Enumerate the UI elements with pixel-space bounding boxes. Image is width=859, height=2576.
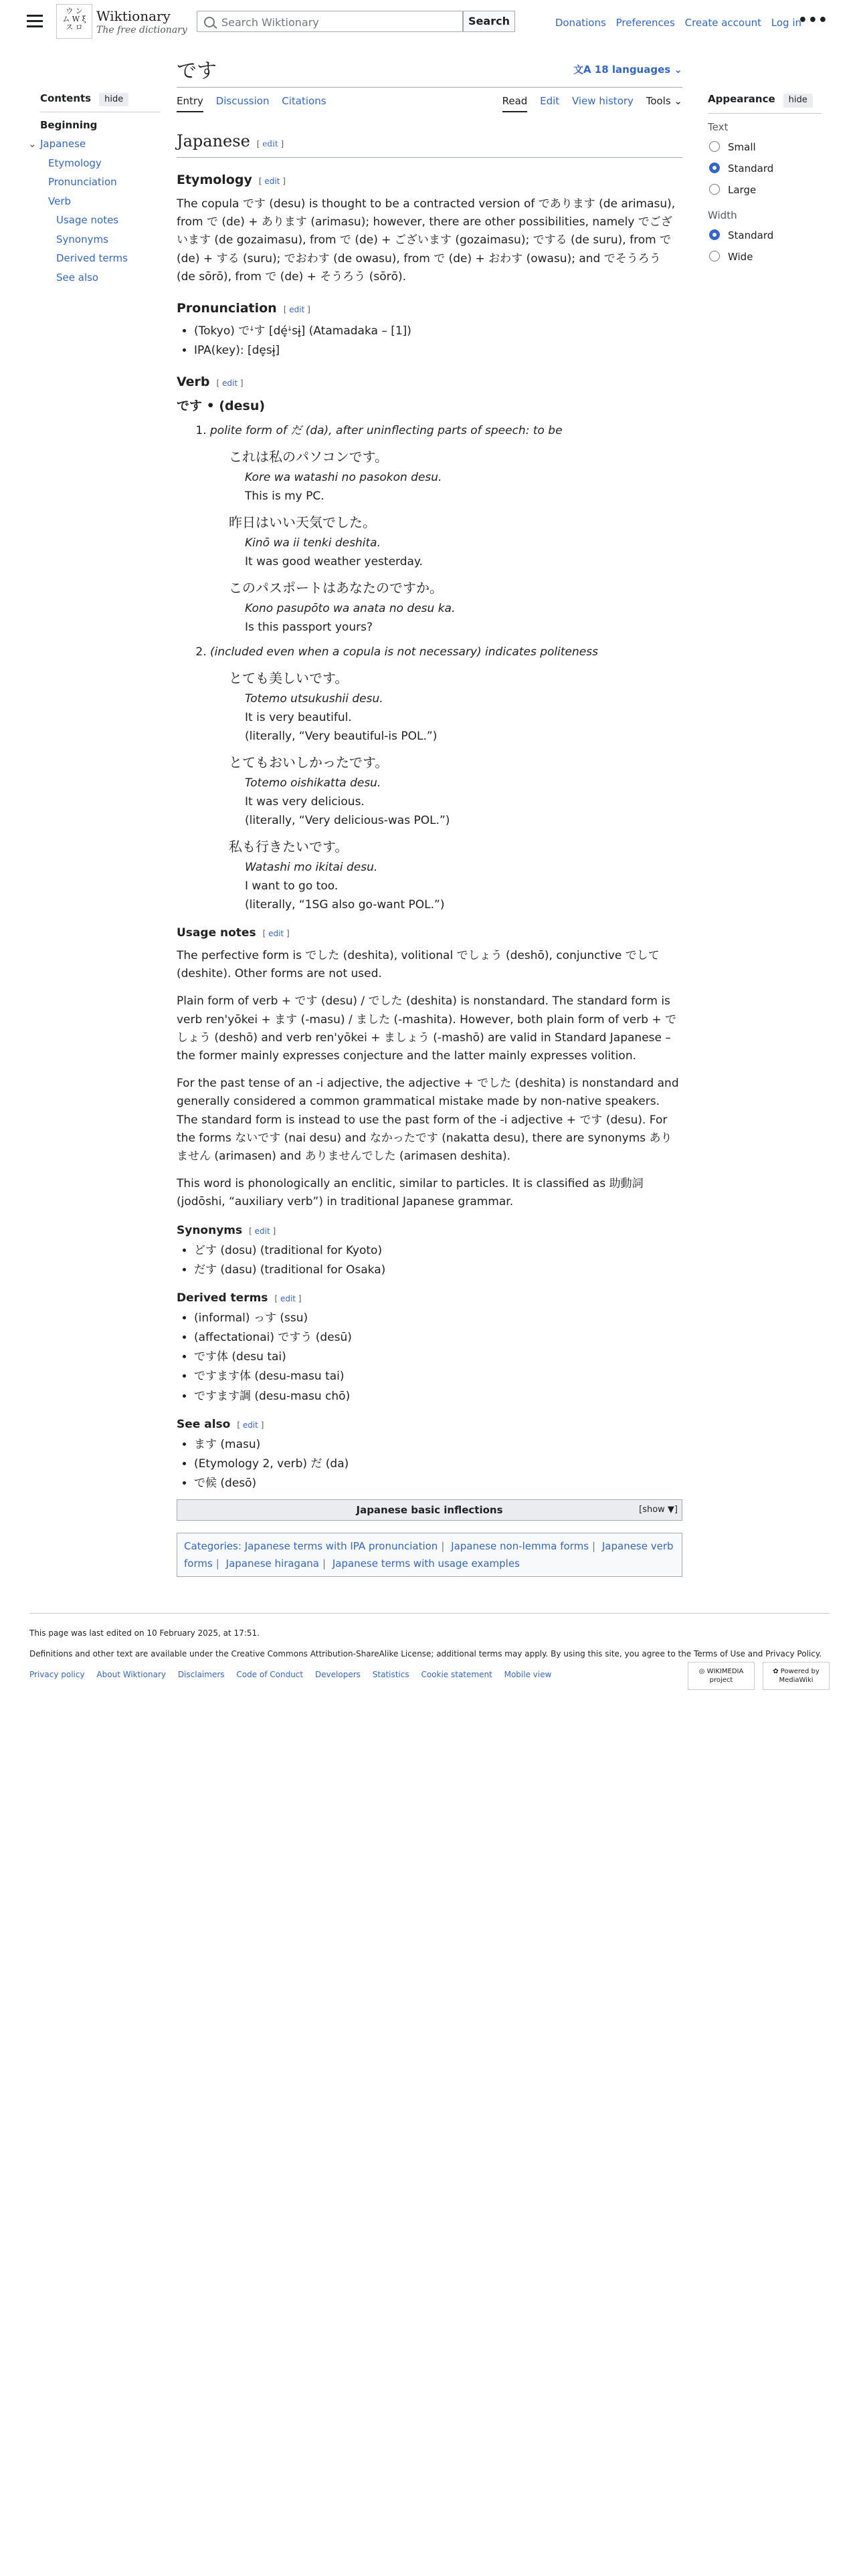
wikimedia-badge-label: WIKIMEDIA project bbox=[706, 1668, 744, 1684]
example-japanese: このパスポートはあなたのですか。 bbox=[229, 579, 443, 596]
tab-discussion[interactable]: Discussion bbox=[215, 95, 270, 107]
text-size-large[interactable] bbox=[708, 181, 822, 199]
main-menu-icon[interactable] bbox=[25, 12, 44, 31]
footer-link[interactable]: Code of Conduct bbox=[236, 1670, 304, 1680]
example-literal: (literally, “Very beautiful-is POL.”) bbox=[245, 730, 438, 744]
donations-link[interactable]: Donations bbox=[555, 17, 606, 29]
text-size-standard[interactable] bbox=[708, 159, 822, 178]
list-item: • (informal) っす (ssu) bbox=[194, 1309, 682, 1327]
toc-item-pronunciation[interactable] bbox=[48, 175, 161, 190]
toc-item-etymology[interactable] bbox=[48, 156, 161, 171]
edit-link[interactable]: [ edit ] bbox=[274, 1293, 302, 1303]
wiktionary-logo-icon[interactable]: ウ ン ム W ξ ス ロ bbox=[56, 4, 92, 39]
pronunciation-ipa: • IPA(key): [de̞sɨ̥] bbox=[194, 342, 682, 360]
example-translation: It is very beautiful. bbox=[245, 711, 352, 725]
text-size-large-label: Large bbox=[728, 183, 757, 196]
tab-entry[interactable]: Entry bbox=[177, 95, 203, 112]
list-item: • ですます体 (desu-masu tai) bbox=[194, 1368, 682, 1386]
tab-citations[interactable]: Citations bbox=[282, 95, 326, 107]
toc-item-derived-terms-label[interactable]: Derived terms bbox=[56, 252, 128, 264]
log-in-link[interactable]: Log in bbox=[771, 17, 801, 29]
verb-heading-text: Verb bbox=[177, 374, 210, 390]
usage-note-4: This word is phonologically an enclitic, similar to particles. It is classified as 助動詞 (jodōshi, “auxiliary verb”) in traditional Japanese grammar. bbox=[177, 1177, 644, 1209]
text-size-small-label: Small bbox=[728, 140, 756, 153]
category-link[interactable]: Japanese terms with IPA pronunciation bbox=[244, 1540, 438, 1553]
footer-link[interactable]: Developers bbox=[314, 1670, 361, 1680]
tab-edit[interactable]: Edit bbox=[540, 95, 560, 107]
languages-label[interactable]: 18 languages bbox=[594, 64, 671, 76]
usage-example bbox=[229, 667, 682, 746]
toc-title: Contents bbox=[40, 92, 92, 104]
edit-link[interactable]: [ edit ] bbox=[256, 139, 284, 148]
usage-example bbox=[229, 835, 682, 914]
width-wide-label: Wide bbox=[728, 250, 753, 263]
search-icon bbox=[204, 17, 215, 27]
example-romaji: Kono pasupōto wa anata no desu ka. bbox=[245, 601, 456, 615]
toc-item-verb[interactable] bbox=[48, 194, 161, 209]
appearance-divider bbox=[708, 113, 822, 114]
edit-link-label[interactable]: edit bbox=[289, 304, 305, 314]
tools-menu[interactable]: Tools ⌄ bbox=[646, 95, 682, 107]
radio-selected-icon[interactable] bbox=[709, 229, 720, 240]
footer-link[interactable]: Mobile view bbox=[504, 1670, 552, 1680]
example-japanese: 昨日はいい天気でした。 bbox=[229, 514, 376, 530]
appearance-header bbox=[708, 91, 822, 108]
etymology-heading-text: Etymology bbox=[177, 173, 252, 187]
usage-example bbox=[229, 511, 682, 571]
category-link[interactable]: Japanese hiragana bbox=[225, 1558, 319, 1570]
edit-link[interactable]: [ edit ] bbox=[249, 1226, 276, 1236]
example-japanese: 私も行きたいです。 bbox=[229, 839, 349, 855]
example-romaji: Totemo utsukushii desu. bbox=[245, 692, 383, 706]
search-button[interactable]: Search bbox=[463, 11, 515, 32]
definition-2 bbox=[210, 643, 682, 914]
edit-link-label[interactable]: edit bbox=[280, 1293, 296, 1303]
footer-link[interactable]: Privacy policy bbox=[29, 1670, 85, 1680]
tab-view-history[interactable]: View history bbox=[571, 95, 634, 107]
see-also-list bbox=[177, 1436, 682, 1493]
language-heading-text: Japanese bbox=[177, 132, 250, 150]
chevron-down-icon[interactable]: ⌄ bbox=[28, 138, 37, 150]
edit-link[interactable]: [ edit ] bbox=[258, 177, 286, 186]
page-tabs bbox=[177, 87, 682, 112]
page-footer bbox=[29, 1613, 830, 1682]
synonyms-list bbox=[177, 1242, 682, 1279]
site-name[interactable]: Wiktionary bbox=[96, 8, 171, 24]
toc-item-etymology-label[interactable]: Etymology bbox=[48, 156, 102, 169]
category-link[interactable]: Japanese verb forms bbox=[184, 1540, 674, 1570]
derived-terms-list bbox=[177, 1309, 682, 1406]
footer-link[interactable]: Cookie statement bbox=[421, 1670, 492, 1680]
usage-notes-heading bbox=[177, 924, 682, 943]
edit-link-label[interactable]: edit bbox=[262, 139, 278, 148]
search-box bbox=[197, 11, 463, 32]
more-options-icon[interactable]: ••• bbox=[797, 12, 828, 29]
example-literal: (literally, “1SG also go-want POL.”) bbox=[245, 898, 445, 912]
toc-item-verb-label[interactable]: Verb bbox=[48, 195, 72, 207]
toc-item-beginning[interactable]: Beginning bbox=[40, 118, 98, 131]
toc-item-synonyms-label[interactable]: Synonyms bbox=[56, 233, 108, 245]
navbox-title: Japanese basic inflections bbox=[356, 1504, 503, 1517]
appearance-hide-button[interactable]: hide bbox=[783, 94, 813, 108]
etymology-text: The copula です (desu) is thought to be a contracted version of であります (de arimasu), from で (de) + あります (arimasu); however, there are other possibilities, namely でございます (de gozaimasu), from で (de) + ございます (gozaimasu); でする (de suru), from で (de) + する (suru); でおわす (de owasu), from で (de) + おわす (owasu); and でそうろう (de sōrō), from で (de) + そうろう (sōrō). bbox=[177, 197, 676, 284]
width-wide[interactable] bbox=[708, 247, 822, 266]
personal-tools bbox=[549, 15, 801, 31]
radio-icon[interactable] bbox=[709, 184, 720, 195]
edit-link-label[interactable]: edit bbox=[254, 1226, 270, 1236]
see-also-heading bbox=[177, 1415, 682, 1434]
text-size-small[interactable] bbox=[708, 138, 822, 156]
text-size-standard-label: Standard bbox=[728, 162, 774, 175]
edit-link-label[interactable]: edit bbox=[242, 1420, 258, 1430]
toc-item-usage-notes-label[interactable]: Usage notes bbox=[56, 214, 119, 226]
category-link[interactable]: Japanese terms with usage examples bbox=[332, 1558, 520, 1570]
definition-2-text: (included even when a copula is not necessary) indicates politeness bbox=[210, 645, 598, 659]
toc-item-pronunciation-label[interactable]: Pronunciation bbox=[48, 176, 117, 188]
usage-note-2: Plain form of verb + です (desu) / でした (deshita) is nonstandard. The standard form is verb ren'yōkei + ます (-masu) / ました (-mashita). However, both plain form of verb + でしょう (deshō) and verb ren'yōkei + ましょう (-mashō) are valid in Standard Japanese – the former mainly expresses conjecture and the latter mainly expresses volition. bbox=[177, 994, 677, 1063]
toc-item-see-also-label[interactable]: See also bbox=[56, 271, 99, 284]
footer-link[interactable]: About Wiktionary bbox=[96, 1670, 166, 1680]
toc-header bbox=[40, 91, 161, 106]
categories-link[interactable]: Categories: bbox=[184, 1540, 242, 1553]
preferences-link[interactable]: Preferences bbox=[615, 17, 675, 29]
toc-item-synonyms[interactable] bbox=[56, 232, 161, 247]
example-japanese: これは私のパソコンです。 bbox=[229, 448, 388, 465]
example-japanese: とてもおいしかったです。 bbox=[229, 754, 389, 771]
appearance-panel bbox=[708, 91, 822, 269]
edit-link[interactable]: [ edit ] bbox=[237, 1420, 264, 1430]
example-romaji: Kinō wa ii tenki deshita. bbox=[245, 536, 381, 550]
example-romaji: Kore wa watashi no pasokon desu. bbox=[245, 470, 442, 484]
tools-label[interactable]: Tools bbox=[646, 95, 671, 107]
example-translation: This is my PC. bbox=[245, 489, 324, 503]
list-item: • だす (dasu) (traditional for Osaka) bbox=[194, 1261, 682, 1279]
list-item: • ですます調 (desu-masu chō) bbox=[194, 1388, 682, 1406]
table-of-contents bbox=[28, 91, 161, 289]
footer-link[interactable]: Disclaimers bbox=[177, 1670, 225, 1680]
site-header bbox=[0, 0, 859, 43]
license-text: Definitions and other text are available under the Creative Commons Attribution-ShareAlike License; additional terms may apply. By using this site, you agree to the Terms of Use and Privacy Policy. bbox=[29, 1649, 822, 1659]
edit-link[interactable]: [ edit ] bbox=[216, 379, 244, 389]
tab-read[interactable]: Read bbox=[502, 95, 528, 112]
example-romaji: Totemo oishikatta desu. bbox=[245, 776, 381, 790]
language-heading bbox=[177, 128, 682, 158]
usage-note-1: The perfective form is でした (deshita), volitional でしょう (deshō), conjunctive でして (deshite). Other forms are not used. bbox=[177, 949, 660, 981]
pronunciation-tokyo: • (Tokyo) でꜜす [dé̞ꜜsɨ̥] (Atamadaka – [1]) bbox=[194, 322, 682, 340]
page-title: です bbox=[177, 60, 217, 83]
list-item: • (Etymology 2, verb) だ (da) bbox=[194, 1455, 682, 1473]
definitions-list bbox=[177, 422, 682, 914]
toc-item-usage-notes[interactable] bbox=[56, 213, 161, 228]
see-also-heading-text: See also bbox=[177, 1417, 231, 1431]
derived-terms-heading bbox=[177, 1289, 682, 1308]
synonyms-heading-text: Synonyms bbox=[177, 1223, 243, 1237]
title-bar bbox=[177, 56, 682, 87]
mediawiki-logo-icon: ✿ bbox=[773, 1668, 781, 1675]
radio-icon[interactable] bbox=[709, 251, 720, 261]
definition-1 bbox=[210, 422, 682, 637]
pronunciation-list bbox=[177, 322, 682, 360]
site-tagline: The free dictionary bbox=[96, 25, 187, 35]
toc-item-japanese-label[interactable]: Japanese bbox=[40, 138, 86, 150]
headword-line: です • (desu) bbox=[177, 399, 266, 414]
edit-link-label[interactable]: edit bbox=[222, 379, 238, 389]
usage-note-3: For the past tense of an -i adjective, the adjective + でした (deshita) is nonstandard and generally considered a common grammatical mistake made by non-native speakers. The standard form is instead to use the past form of the -i adjective + です (desu). For the forms ないです (nai desu) and なかったです (nakatta desu), there are synonyms ありません (arimasen) and ありませんでした (arimasen deshita). bbox=[177, 1077, 679, 1163]
etymology-heading bbox=[177, 170, 682, 191]
footer-link[interactable]: Statistics bbox=[372, 1670, 409, 1680]
mediawiki-badge-label: Powered by MediaWiki bbox=[779, 1668, 820, 1684]
example-literal: (literally, “Very delicious-was POL.”) bbox=[245, 814, 450, 828]
width-label: Width bbox=[708, 209, 737, 221]
usage-example bbox=[229, 445, 682, 506]
verb-heading bbox=[177, 372, 682, 393]
main-content bbox=[177, 56, 682, 1577]
edit-link[interactable]: [ edit ] bbox=[283, 304, 310, 314]
list-item: • どす (dosu) (traditional for Kyoto) bbox=[194, 1242, 682, 1260]
appearance-title: Appearance bbox=[708, 93, 775, 105]
usage-example bbox=[229, 576, 682, 637]
wikimedia-badge[interactable] bbox=[688, 1662, 755, 1690]
text-size-label: Text bbox=[708, 120, 729, 133]
example-translation: I want to go too. bbox=[245, 879, 339, 893]
create-account-link[interactable]: Create account bbox=[684, 17, 761, 29]
example-japanese: とても美しいです。 bbox=[229, 670, 349, 687]
list-item: • で候 (desō) bbox=[194, 1475, 682, 1493]
toc-item-see-also[interactable] bbox=[56, 270, 161, 286]
synonyms-heading bbox=[177, 1221, 682, 1241]
edit-link[interactable]: [ edit ] bbox=[262, 929, 290, 939]
toc-hide-button[interactable]: hide bbox=[99, 93, 128, 106]
mediawiki-badge[interactable] bbox=[763, 1662, 830, 1690]
list-item: • (affectationai) ですう (desū) bbox=[194, 1329, 682, 1347]
derived-terms-heading-text: Derived terms bbox=[177, 1291, 268, 1305]
example-translation: It was good weather yesterday. bbox=[245, 554, 423, 568]
pronunciation-heading-text: Pronunciation bbox=[177, 300, 277, 316]
usage-example bbox=[229, 751, 682, 830]
list-item: • です体 (desu tai) bbox=[194, 1348, 682, 1366]
categories-box: Categories: Japanese terms with IPA pronunciation | Japanese non-lemma forms | Japanese verb forms | Japanese hiragana | Japanese terms with usage examples bbox=[177, 1533, 682, 1577]
definition-1-text: polite form of だ (da), after uninflecting parts of speech: to be bbox=[210, 423, 563, 437]
example-romaji: Watashi mo ikitai desu. bbox=[245, 861, 378, 875]
last-edited: This page was last edited on 10 February 2025, at 17:51. bbox=[29, 1628, 260, 1638]
languages-button[interactable]: 文A 18 languages ⌄ bbox=[573, 64, 682, 76]
inflections-navbox bbox=[177, 1499, 682, 1521]
search-input[interactable] bbox=[220, 14, 457, 30]
edit-link-label[interactable]: edit bbox=[268, 929, 284, 939]
example-translation: Is this passport yours? bbox=[245, 620, 373, 634]
radio-icon[interactable] bbox=[709, 141, 720, 152]
width-standard[interactable] bbox=[708, 226, 822, 245]
radio-selected-icon[interactable] bbox=[709, 163, 720, 173]
category-link[interactable]: Japanese non-lemma forms bbox=[451, 1540, 589, 1553]
translate-icon[interactable]: 文A bbox=[573, 64, 595, 76]
wikimedia-logo-icon: ◎ bbox=[698, 1668, 707, 1675]
edit-link-label[interactable]: edit bbox=[264, 177, 280, 186]
navbox-show-button[interactable]: [show ▼] bbox=[639, 1505, 678, 1515]
toc-item-derived-terms[interactable] bbox=[56, 251, 161, 266]
toc-item-japanese[interactable] bbox=[28, 136, 161, 152]
usage-notes-heading-text: Usage notes bbox=[177, 926, 256, 940]
list-item: • ます (masu) bbox=[194, 1436, 682, 1454]
example-translation: It was very delicious. bbox=[245, 795, 365, 809]
pronunciation-heading bbox=[177, 298, 682, 320]
width-standard-label: Standard bbox=[728, 229, 774, 241]
